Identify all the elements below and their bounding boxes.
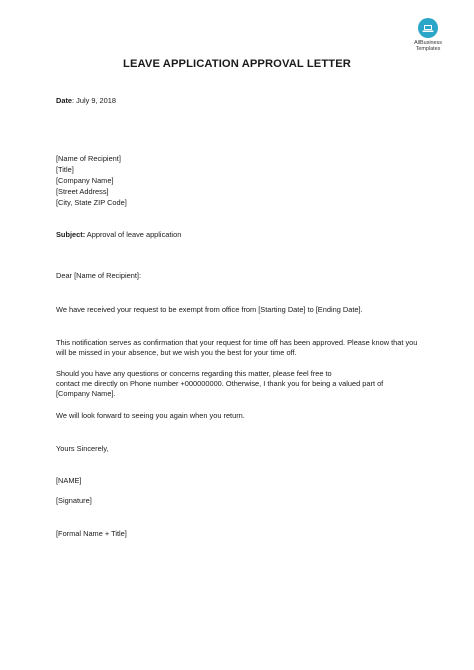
date-label: Date: [56, 96, 73, 105]
signoff-formal: [Formal Name + Title]: [56, 529, 127, 538]
recipient-title: [Title]: [56, 165, 74, 174]
paragraph-request: We have received your request to be exempt from office from [Starting Date] to [Ending Date].: [56, 305, 363, 314]
paragraph-confirmation: This notification serves as confirmation that your request for time off has been approved. Please know that you will be missed in your absence, but we wish you the best for your time off.: [56, 338, 418, 358]
paragraph-questions: [56, 369, 418, 400]
paragraph-look-forward: We will look forward to seeing you again when you return.: [56, 411, 245, 420]
subject-label: Subject:: [56, 230, 86, 239]
date-line: [56, 96, 116, 106]
logo-text: AllBusiness Templates: [414, 40, 442, 52]
signoff-signature: [Signature]: [56, 496, 92, 505]
paragraph-questions-line1: Should you have any questions or concerns regarding this matter, please feel free to: [56, 369, 332, 378]
recipient-street: [Street Address]: [56, 187, 109, 196]
closing: Yours Sincerely,: [56, 444, 109, 453]
recipient-name: [Name of Recipient]: [56, 154, 121, 163]
laptop-icon: [418, 18, 438, 38]
greeting: Dear [Name of Recipient]:: [56, 271, 142, 280]
signoff-name: [NAME]: [56, 476, 82, 485]
recipient-city: [City, State ZIP Code]: [56, 198, 127, 207]
subject-value: Approval of leave application: [85, 230, 182, 239]
letter-title: LEAVE APPLICATION APPROVAL LETTER: [123, 58, 351, 70]
date-value: : July 9, 2018: [72, 96, 116, 105]
subject-line: [56, 230, 181, 240]
recipient-company: [Company Name]: [56, 176, 114, 185]
allbusiness-logo[interactable]: [408, 18, 448, 52]
paragraph-questions-rest: contact me directly on Phone number +000000000. Otherwise, I thank you for being a valued part of [Company Name].: [56, 379, 384, 399]
